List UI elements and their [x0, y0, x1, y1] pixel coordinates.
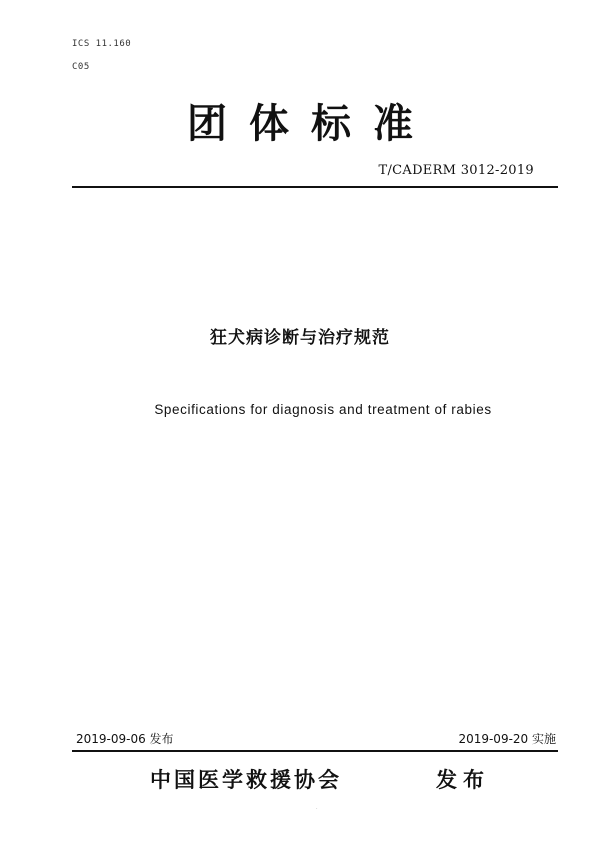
standard-type-heading: 团体标准	[187, 100, 435, 147]
ics-code: ICS 11.160	[72, 39, 132, 49]
document-title-cn: 狂犬病诊断与治疗规范	[210, 328, 390, 348]
document-title-en: Specifications for diagnosis and treatment of rabies	[154, 402, 492, 417]
publisher-name: 中国医学救援协会	[150, 767, 342, 792]
footer-divider	[72, 750, 558, 752]
header-divider	[72, 186, 558, 188]
implementation-date: 2019-09-20 实施	[458, 732, 556, 746]
page-mark-dot: ·	[316, 806, 318, 812]
publish-label: 发布	[436, 767, 490, 792]
ccs-code: C05	[72, 62, 90, 72]
issue-date: 2019-09-06 发布	[76, 732, 174, 746]
standard-number: T/CADERM 3012-2019	[378, 163, 534, 178]
